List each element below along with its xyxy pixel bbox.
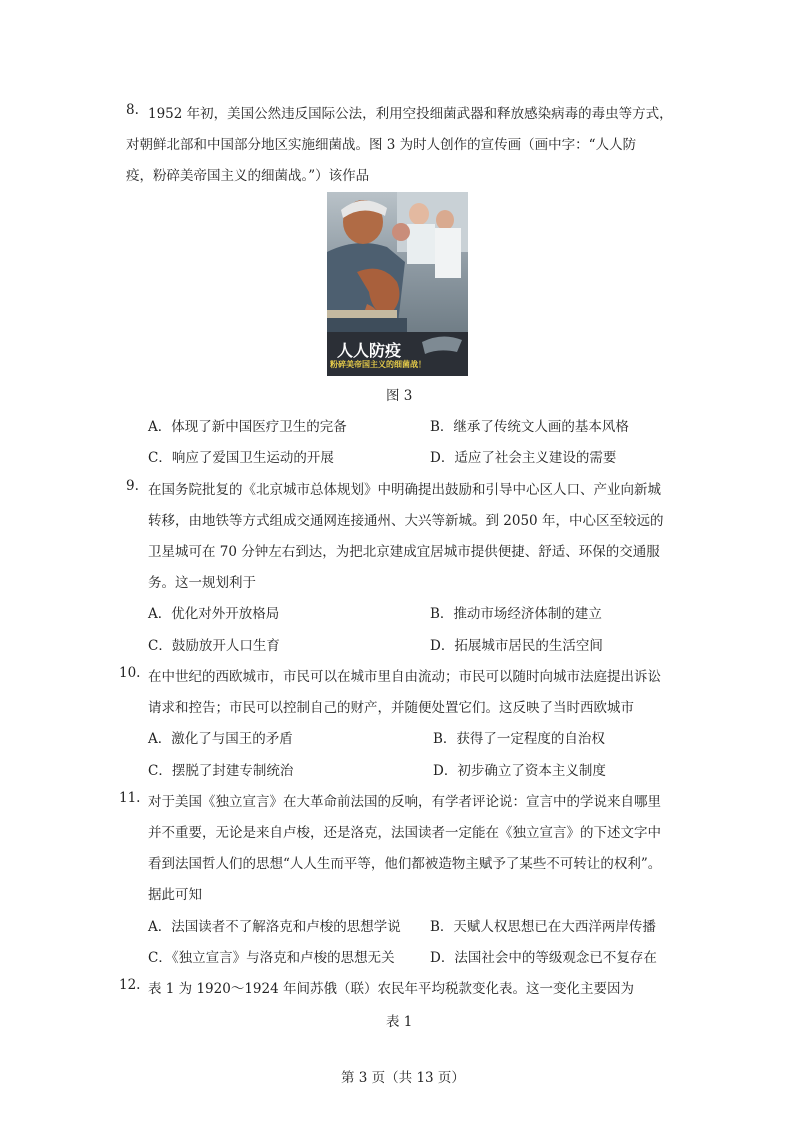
q12-number: 12.: [119, 977, 141, 993]
q12-stem-line-1: 表 1 为 1920～1924 年间苏俄（联）农民年平均税款变化表。这一变化主要因为: [148, 981, 634, 997]
poster-slogan-sub: 粉碎美帝国主义的细菌战！: [330, 360, 426, 369]
q10-option-d[interactable]: D．初步确立了资本主义制度: [433, 763, 606, 779]
figure-caption: 图 3: [386, 388, 413, 404]
table-caption: 表 1: [386, 1014, 413, 1030]
propaganda-poster: [327, 192, 468, 376]
q11-option-b[interactable]: B．天赋人权思想已在大西洋两岸传播: [430, 919, 656, 935]
q8-number: 8.: [126, 102, 139, 118]
q10-stem-line-1: 在中世纪的西欧城市，市民可以在城市里自由流动；市民可以随时向城市法庭提出诉讼: [148, 669, 661, 685]
page-footer: 第 3 页（共 13 页）: [341, 1070, 465, 1086]
q11-number: 11.: [119, 790, 141, 806]
q9-option-a[interactable]: A．优化对外开放格局: [148, 606, 280, 622]
q11-stem-line-4: 据此可知: [148, 887, 202, 903]
q11-option-c[interactable]: C．《独立宣言》与洛克和卢梭的思想无关: [148, 950, 395, 966]
q10-option-b[interactable]: B．获得了一定程度的自治权: [433, 731, 605, 747]
q9-stem-line-2: 转移，由地铁等方式组成交通网连接通州、大兴等新城。到 2050 年，中心区至较远的: [148, 513, 664, 529]
q9-option-b[interactable]: B．推动市场经济体制的建立: [430, 606, 602, 622]
q10-stem-line-2: 请求和控告；市民可以控制自己的财产，并随便处置它们。这反映了当时西欧城市: [148, 700, 634, 716]
q9-option-d[interactable]: D．拓展城市居民的生活空间: [430, 638, 603, 654]
q9-stem-line-4: 务。这一规划利于: [148, 575, 256, 591]
q8-stem-line-2: 对朝鲜北部和中国部分地区实施细菌战。图 3 为时人创作的宣传画（画中字：“人人防: [126, 137, 637, 153]
q9-number: 9.: [126, 478, 139, 494]
q10-option-c[interactable]: C．摆脱了封建专制统治: [148, 763, 294, 779]
q9-stem-line-3: 卫星城可在 70 分钟左右到达，为把北京建成宜居城市提供便捷、舒适、环保的交通服: [148, 544, 660, 560]
q11-stem-line-3: 看到法国哲人们的思想“人人生而平等，他们都被造物主赋予了某些不可转让的权利”。: [148, 856, 662, 872]
poster-slogan-main: 人人防疫: [337, 341, 402, 360]
q11-stem-line-1: 对于美国《独立宣言》在大革命前法国的反响，有学者评论说：宣言中的学说来自哪里: [148, 794, 661, 810]
q8-option-a[interactable]: A．体现了新中国医疗卫生的完备: [148, 419, 347, 435]
q8-option-c[interactable]: C．响应了爱国卫生运动的开展: [148, 450, 334, 466]
q11-stem-line-2: 并不重要，无论是来自卢梭，还是洛克，法国读者一定能在《独立宣言》的下述文字中: [148, 825, 661, 841]
q8-stem-line-1: 1952 年初，美国公然违反国际公法，利用空投细菌武器和释放感染病毒的毒虫等方式，: [148, 106, 673, 122]
q10-number: 10.: [119, 665, 141, 681]
q9-stem-line-1: 在国务院批复的《北京城市总体规划》中明确提出鼓励和引导中心区人口、产业向新城: [148, 482, 661, 498]
q8-stem-line-3: 疫，粉碎美帝国主义的细菌战。”）该作品: [126, 168, 370, 184]
q11-option-a[interactable]: A．法国读者不了解洛克和卢梭的思想学说: [148, 919, 401, 935]
q10-option-a[interactable]: A．激化了与国王的矛盾: [148, 731, 293, 747]
q8-option-d[interactable]: D．适应了社会主义建设的需要: [430, 450, 617, 466]
q9-option-c[interactable]: C．鼓励放开人口生育: [148, 638, 280, 654]
q8-option-b[interactable]: B．继承了传统文人画的基本风格: [430, 419, 629, 435]
q11-option-d[interactable]: D．法国社会中的等级观念已不复存在: [430, 950, 657, 966]
